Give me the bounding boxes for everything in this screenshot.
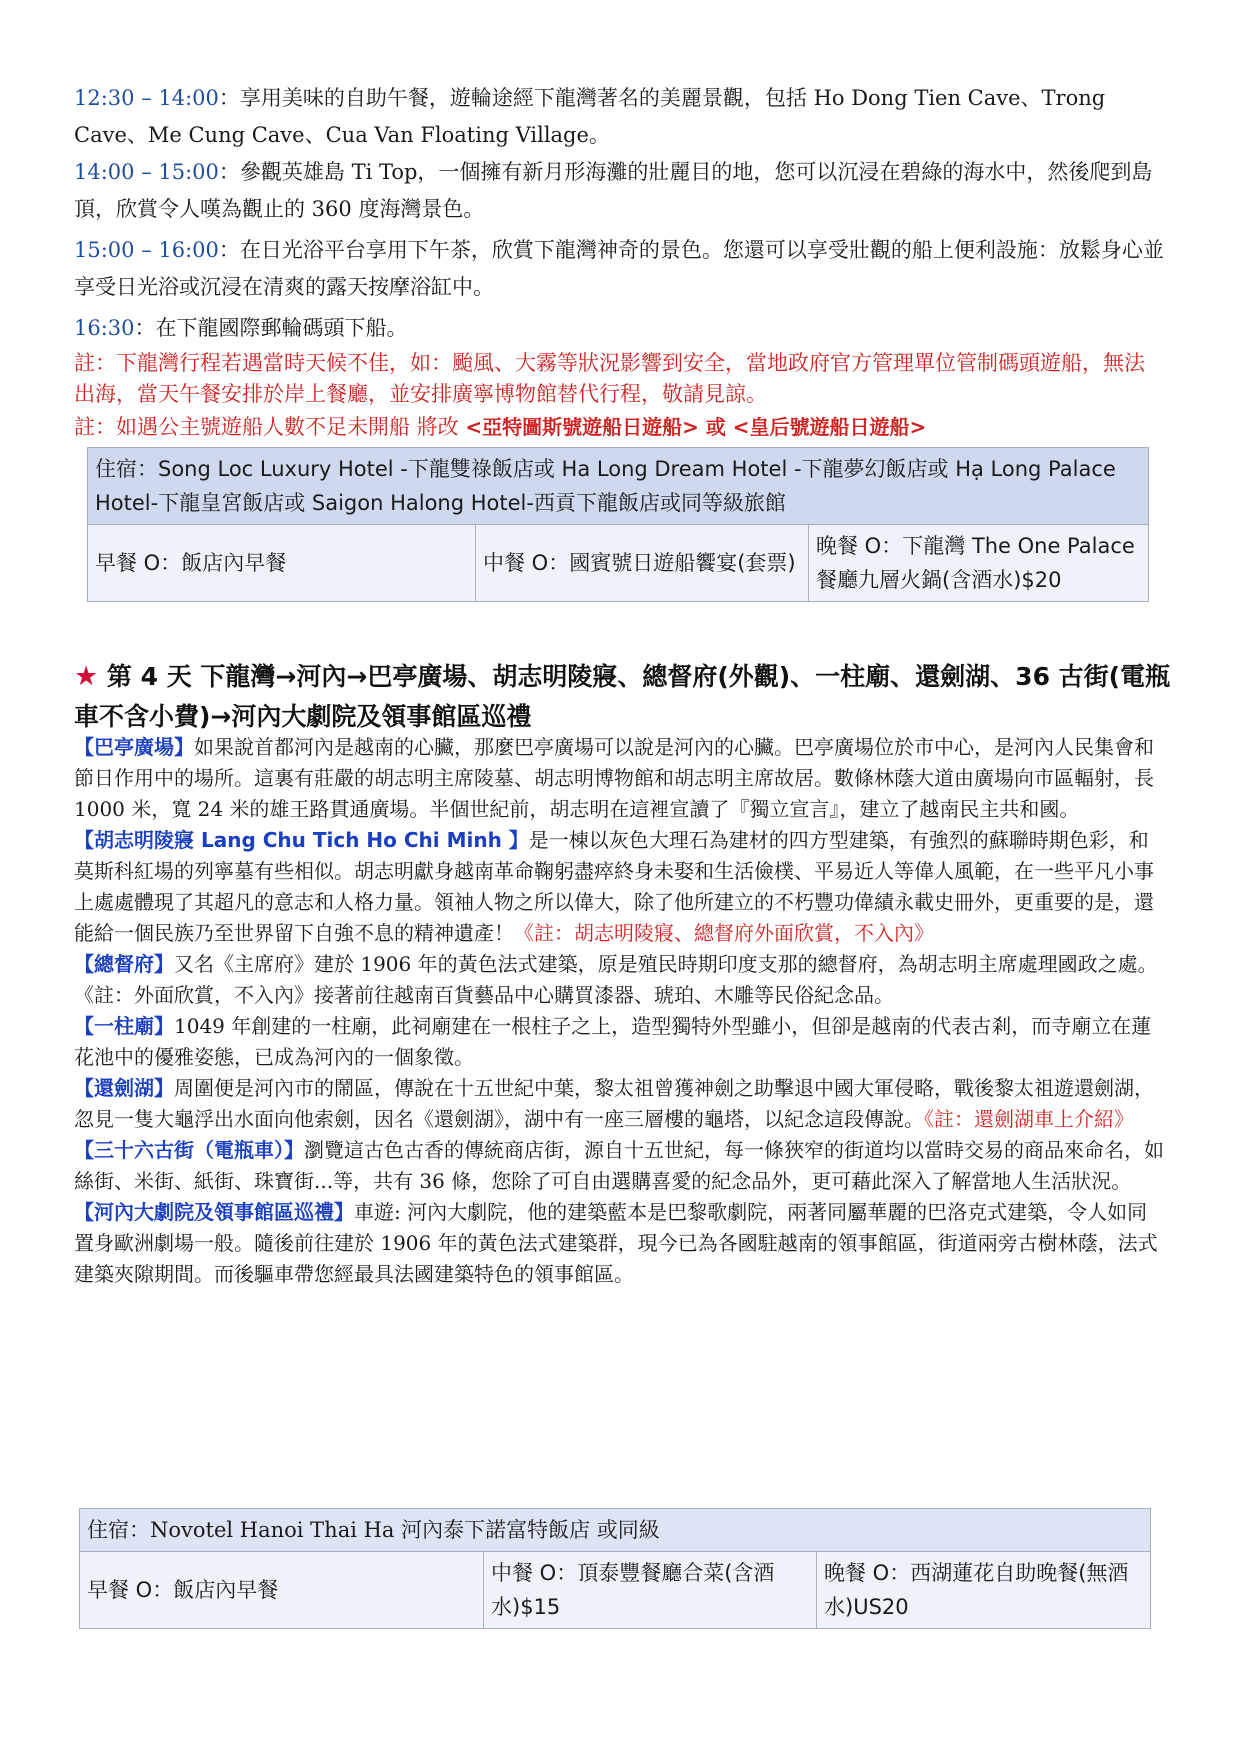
hotel-info: 住宿：Song Loc Luxury Hotel -下龍雙祿飯店或 Ha Long Dream Hotel -下龍夢幻飯店或 Hạ Long Palace Hotel-下龍皇宮飯店或 Saigon Halong Hotel-西貢下龍飯店或同等級旅館 (88, 448, 1149, 525)
schedule-item (74, 232, 1164, 306)
schedule-text: ：在日光浴平台享用下午茶，欣賞下龍灣神奇的景色。您還可以享受壯觀的船上便利設施：放鬆身心並享受日光浴或沉浸在清爽的露天按摩浴缸中。 (74, 238, 1164, 299)
hotel-info: 住宿：Novotel Hanoi Thai Ha 河內泰下諾富特飯店 或同級 (80, 1509, 1151, 1552)
cruise-note (74, 412, 1164, 443)
day4-description (74, 732, 1166, 1290)
section-heading: 【河內大劇院及領事館區巡禮】 (74, 1200, 354, 1224)
section-paragraph (74, 1073, 1166, 1135)
lunch-info: 中餐 O：國賓號日遊船饗宴(套票) (476, 525, 809, 602)
schedule-time: 15:00 – 16:00 (74, 238, 219, 262)
section-text: 又名《主席府》建於 1906 年的黃色法式建築，原是殖民時期印度支那的總督府，為胡志明主席處理國政之處。《註：外面欣賞，不入內》接著前往越南百貨藝品中心購買漆器、琥珀、木雕等民俗紀念品。 (74, 952, 1158, 1007)
star-icon: ★ (74, 661, 99, 692)
section-text: 1049 年創建的一柱廟，此祠廟建在一根柱子之上，造型獨特外型雖小，但卻是越南的代表古剎，而寺廟立在蓮花池中的優雅姿態，已成為河內的一個象徵。 (74, 1014, 1152, 1069)
weather-note: 註：下龍灣行程若遇當時天候不佳，如：颱風、大霧等狀況影響到安全，當地政府官方管理單位管制碼頭遊船，無法出海，當天午餐安排於岸上餐廳，並安排廣寧博物館替代行程，敬請見諒。 (74, 351, 1145, 406)
section-paragraph (74, 1135, 1166, 1197)
day4-accommodation-table (79, 1508, 1151, 1629)
section-text: 如果說首都河內是越南的心臟，那麼巴亭廣場可以說是河內的心臟。巴亭廣場位於市中心，是河內人民集會和節日作用中的場所。這裏有莊嚴的胡志明主席陵墓、胡志明博物館和胡志明主席故居。數條林蔭大道由廣場向市區輻射，長 1000 米，寬 24 米的雄王路貫通廣場。半個世紀前，胡志明在這裡宣讀了『獨立宣言』，建立了越南民主共和國。 (74, 735, 1154, 821)
day-heading (74, 657, 1174, 737)
breakfast-info: 早餐 O：飯店內早餐 (80, 1552, 484, 1629)
schedule-text: ：參觀英雄島 Ti Top，一個擁有新月形海灘的壯麗目的地，您可以沉浸在碧綠的海水中，然後爬到島頂，欣賞令人嘆為觀止的 360 度海灣景色。 (74, 160, 1153, 221)
section-note: 《註：胡志明陵寢、總督府外面欣賞，不入內》 (514, 921, 934, 945)
section-paragraph (74, 949, 1166, 1011)
schedule-time: 14:00 – 15:00 (74, 160, 219, 184)
schedule-item (74, 154, 1164, 228)
section-paragraph (74, 732, 1166, 825)
section-paragraph (74, 1011, 1166, 1073)
dinner-info: 晚餐 O：下龍灣 The One Palace 餐廳九層火鍋(含酒水)$20 (809, 525, 1149, 602)
schedule-time: 16:30 (74, 316, 135, 340)
schedule-text: ：享用美味的自助午餐，遊輪途經下龍灣著名的美麗景觀，包括 Ho Dong Tien Cave、Trong Cave、Me Cung Cave、Cua Van Floating Village。 (74, 86, 1106, 147)
section-text: 車遊: 河內大劇院，他的建築藍本是巴黎歌劇院，兩著同屬華麗的巴洛克式建築，令人如同置身歐洲劇場一般。隨後前往建於 1906 年的黃色法式建築群，現今已為各國駐越南的領事館區，街道兩旁古樹林蔭，法式建築夾隙期間。而後驅車帶您經最具法國建築特色的領事館區。 (74, 1200, 1158, 1286)
schedule-text: ：在下龍國際郵輪碼頭下船。 (134, 316, 408, 340)
dinner-info: 晚餐 O：西湖蓮花自助晚餐(無酒水)US20 (817, 1552, 1151, 1629)
breakfast-info: 早餐 O：飯店內早餐 (88, 525, 476, 602)
section-heading: 【三十六古街（電瓶車）】 (74, 1138, 304, 1162)
section-text: 是一棟以灰色大理石為建材的四方型建築，有強烈的蘇聯時期色彩，和莫斯科紅場的列寧墓有些相似。胡志明獻身越南革命鞠躬盡瘁終身未娶和生活儉樸、平易近人等偉人風範，在一些平凡小事上處處體現了其超凡的意志和人格力量。領袖人物之所以偉大，除了他所建立的不朽豐功偉績永載史冊外，更重要的是，還能給一個民族乃至世界留下自強不息的精神遺產！ (74, 828, 1154, 945)
cruise-note-alternatives: <亞特圖斯號遊船日遊船> 或 <皇后號遊船日遊船> (465, 415, 927, 439)
schedule-item (74, 310, 1164, 347)
section-heading: 【總督府】 (74, 952, 174, 976)
section-heading: 【一柱廟】 (74, 1014, 174, 1038)
day-title-text: 第 4 天 下龍灣→河內→巴亭廣場、胡志明陵寢、總督府(外觀)、一柱廟、還劍湖、36 古街(電瓶車不含小費)→河內大劇院及領事館區巡禮 (74, 662, 1171, 731)
section-heading: 【巴亭廣場】 (74, 735, 194, 759)
section-paragraph (74, 1197, 1166, 1290)
schedule-time: 12:30 – 14:00 (74, 86, 219, 110)
section-heading: 【胡志明陵寢 Lang Chu Tich Ho Chi Minh 】 (74, 828, 529, 852)
section-text: 周圍便是河內市的鬧區，傳說在十五世紀中葉，黎太祖曾獲神劍之助擊退中國大軍侵略，戰後黎太祖遊還劍湖，忽見一隻大龜浮出水面向他索劍，因名《還劍湖》，湖中有一座三層樓的龜塔，以紀念這段傳說。 (74, 1076, 1154, 1131)
section-text: 瀏覽這古色古香的傳統商店街，源自十五世紀，每一條狹窄的街道均以當時交易的商品來命名，如絲街、米街、紙街、珠寶街...等，共有 36 條，您除了可自由選購喜愛的紀念品外，更可藉此深入了解當地人生活狀況。 (74, 1138, 1164, 1193)
cruise-note-text: 註：如遇公主號遊船人數不足未開船 將改 (74, 415, 466, 439)
lunch-info: 中餐 O：頂泰豐餐廳合菜(含酒水)$15 (484, 1552, 817, 1629)
section-paragraph (74, 825, 1166, 949)
section-heading: 【還劍湖】 (74, 1076, 174, 1100)
section-note: 《註：還劍湖車上介紹》 (924, 1107, 1134, 1131)
day3-accommodation-table (87, 447, 1149, 602)
schedule-item (74, 80, 1164, 154)
